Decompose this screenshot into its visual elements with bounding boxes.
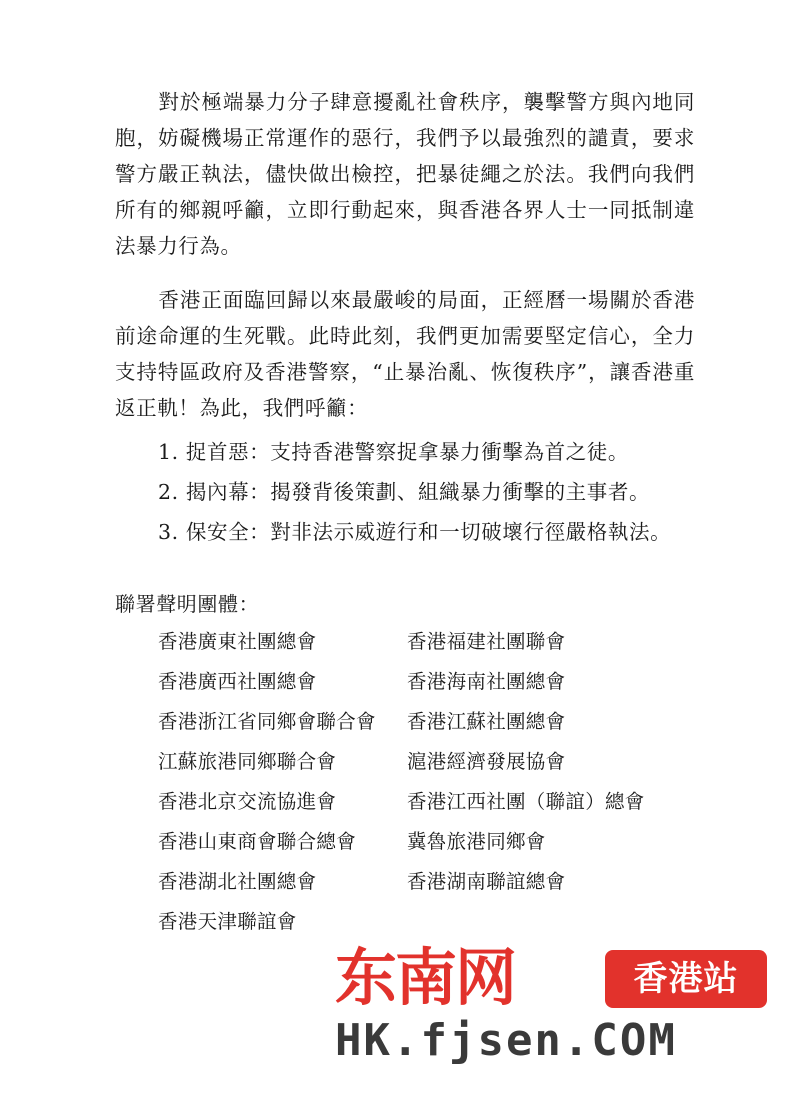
signatories-heading: 聯署聲明團體： bbox=[115, 592, 260, 616]
organization-item: 香港江西社團（聯誼）總會 bbox=[407, 790, 645, 813]
watermark-logo bbox=[335, 942, 775, 1072]
watermark-badge: 香港站 bbox=[605, 950, 767, 1008]
paragraph-appeal-text: 香港正面臨回歸以來最嚴峻的局面，正經曆一場關於香港前途命運的生死戰。此時此刻，我們更加需要堅定信心，全力支持特區政府及香港警察，“止暴治亂、恢復秩序”，讓香港重返正軌！為此，我們呼籲： bbox=[115, 288, 695, 420]
watermark-brand: 东南网 bbox=[335, 941, 516, 1014]
organization-item: 香港浙江省同鄉會聯合會 bbox=[158, 710, 376, 733]
paragraph-condemnation-text: 對於極端暴力分子肆意擾亂社會秩序，襲擊警方與內地同胞，妨礙機場正常運作的惡行，我們予以最強烈的譴責，要求警方嚴正執法，儘快做出檢控，把暴徒繩之於法。我們向我們所有的鄉親呼籲，立即行動起來，與香港各界人士一同抵制違法暴力行為。 bbox=[115, 90, 695, 258]
organization-item: 香港江蘇社團總會 bbox=[407, 710, 566, 733]
organization-item: 香港山東商會聯合總會 bbox=[158, 830, 357, 853]
organization-item: 香港北京交流協進會 bbox=[158, 790, 337, 813]
organization-item: 香港天津聯誼會 bbox=[158, 910, 297, 933]
organization-item: 江蘇旅港同鄉聯合會 bbox=[158, 750, 337, 773]
paragraph-appeal bbox=[115, 282, 695, 426]
organization-item: 香港福建社團聯會 bbox=[407, 630, 566, 653]
organization-item: 香港廣西社團總會 bbox=[158, 670, 317, 693]
appeal-item: 1. 捉首惡：支持香港警察捉拿暴力衝擊為首之徒。 bbox=[158, 440, 629, 464]
organization-item: 香港廣東社團總會 bbox=[158, 630, 317, 653]
organization-list bbox=[158, 622, 678, 942]
paragraph-condemnation bbox=[115, 84, 695, 264]
watermark-url: HK.fjsen.COM bbox=[335, 1015, 677, 1066]
organization-item: 香港湖北社團總會 bbox=[158, 870, 317, 893]
organization-item: 香港湖南聯誼總會 bbox=[407, 870, 566, 893]
appeal-item: 2. 揭內幕：揭發背後策劃、組織暴力衝擊的主事者。 bbox=[158, 480, 651, 504]
appeal-list bbox=[158, 432, 671, 552]
appeal-item: 3. 保安全：對非法示威遊行和一切破壞行徑嚴格執法。 bbox=[158, 520, 672, 544]
organization-item: 冀魯旅港同鄉會 bbox=[407, 830, 546, 853]
organization-item: 滬港經濟發展協會 bbox=[407, 750, 566, 773]
organization-item: 香港海南社團總會 bbox=[407, 670, 566, 693]
